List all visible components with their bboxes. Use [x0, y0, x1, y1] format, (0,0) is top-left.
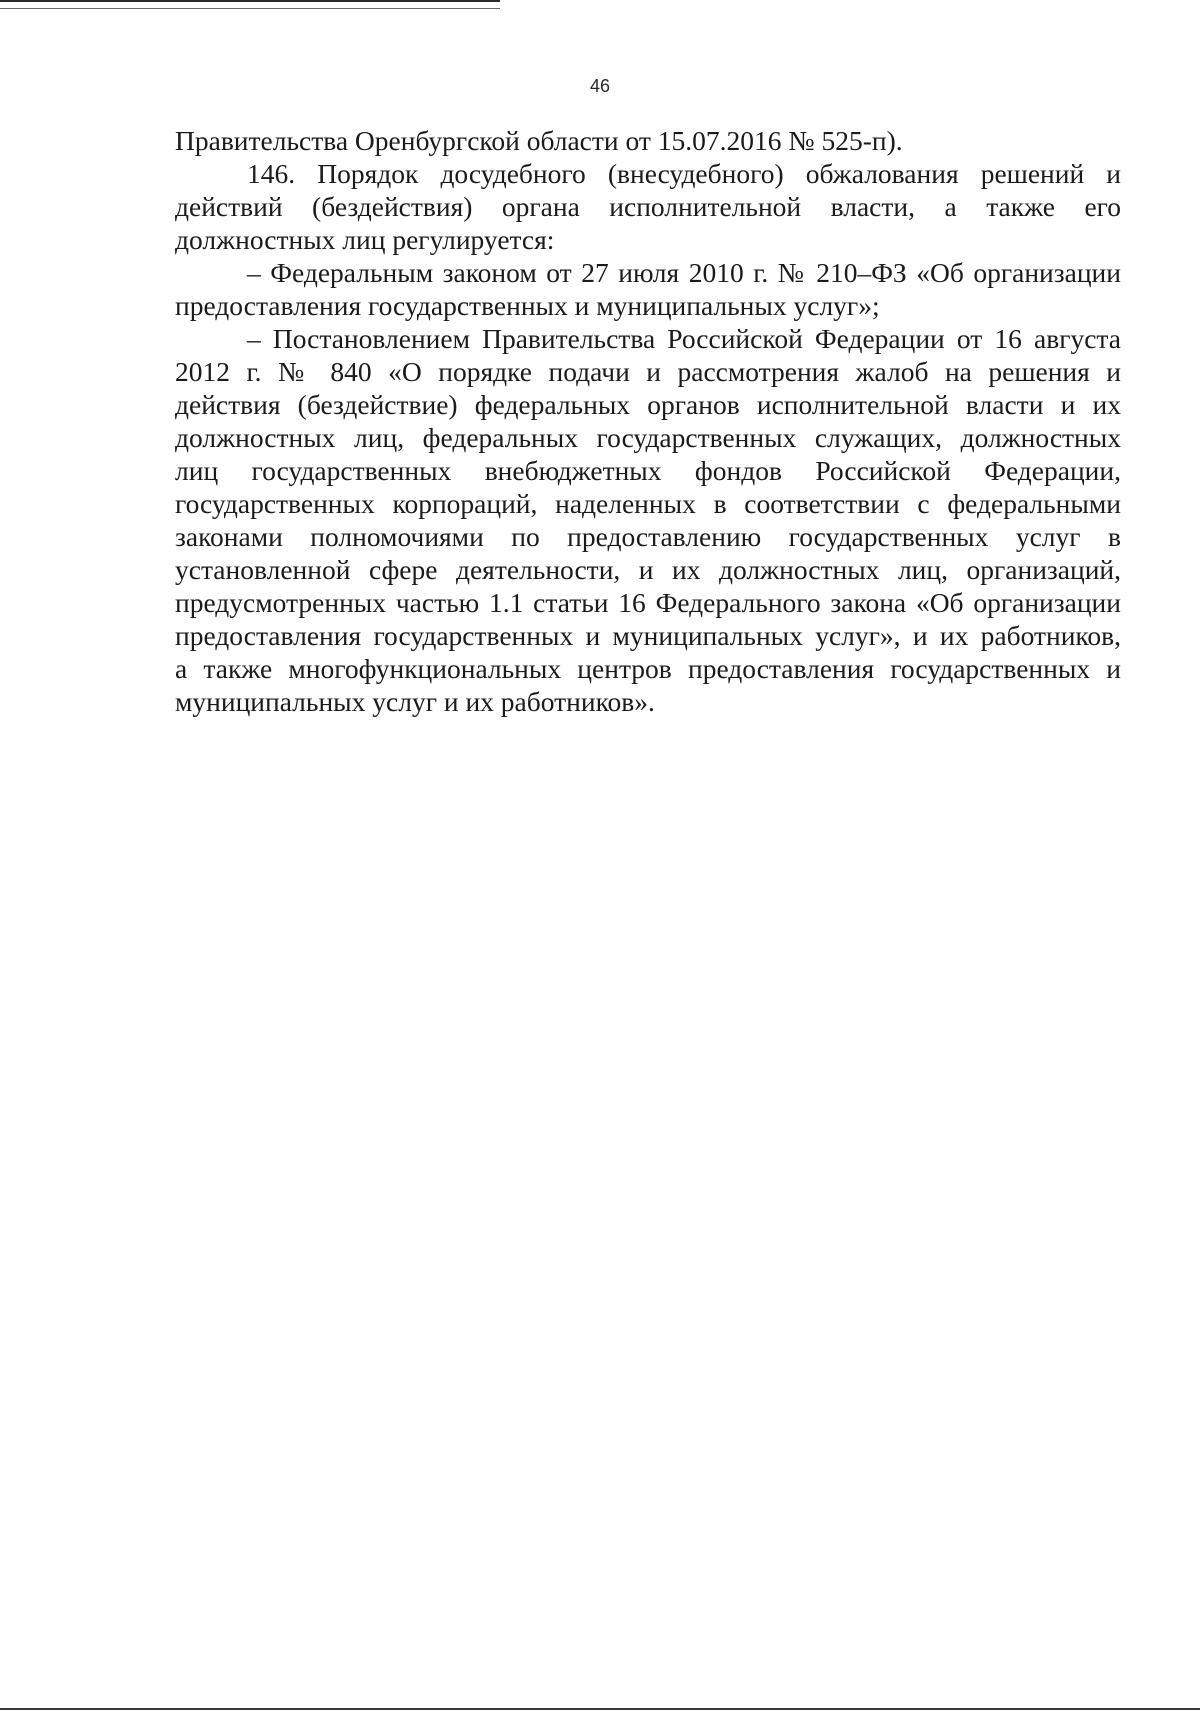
text-line: а также многофункциональных центров предоставления государственных и [175, 653, 1121, 684]
text-line: предоставления государственных и муниципальных услуг»; [175, 290, 880, 321]
text-line: законами полномочиями по предоставлению государственных услуг в [175, 521, 1121, 552]
text-line: Правительства Оренбургской области от 15.07.2016 № 525-п). [175, 125, 903, 156]
text-line: предоставления государственных и муниципальных услуг», и их работников, [175, 620, 1121, 651]
list-item-line: – Постановлением Правительства Российской Федерации от 16 августа [247, 323, 1121, 354]
text-line: действия (бездействие) федеральных органов исполнительной власти и их [175, 389, 1121, 420]
scan-edge-bottom [0, 1708, 1200, 1713]
text-line: муниципальных услуг и их работников». [175, 686, 655, 717]
text-line: действий (бездействия) органа исполнительной власти, а также его [175, 191, 1121, 222]
text-line: государственных корпораций, наделенных в соответствии с федеральными [175, 488, 1121, 519]
document-body [175, 124, 1121, 718]
text-line: предусмотренных частью 1.1 статьи 16 Федерального закона «Об организации [175, 587, 1121, 618]
list-item-line: – Федеральным законом от 27 июля 2010 г. № 210–ФЗ «Об организации [247, 257, 1121, 288]
paragraph-146-line: 146. Порядок досудебного (внесудебного) обжалования решений и [247, 158, 1121, 189]
text-line: лиц государственных внебюджетных фондов Российской Федерации, [175, 455, 1121, 486]
scan-edge-top [0, 0, 500, 9]
text-line: должностных лиц регулируется: [175, 224, 555, 255]
text-line: 2012 г. № 840 «О порядке подачи и рассмотрения жалоб на решения и [175, 356, 1121, 387]
page-number: 46 [589, 76, 611, 96]
text-line: должностных лиц, федеральных государственных служащих, должностных [175, 422, 1121, 453]
text-line: установленной сфере деятельности, и их должностных лиц, организаций, [175, 554, 1121, 585]
